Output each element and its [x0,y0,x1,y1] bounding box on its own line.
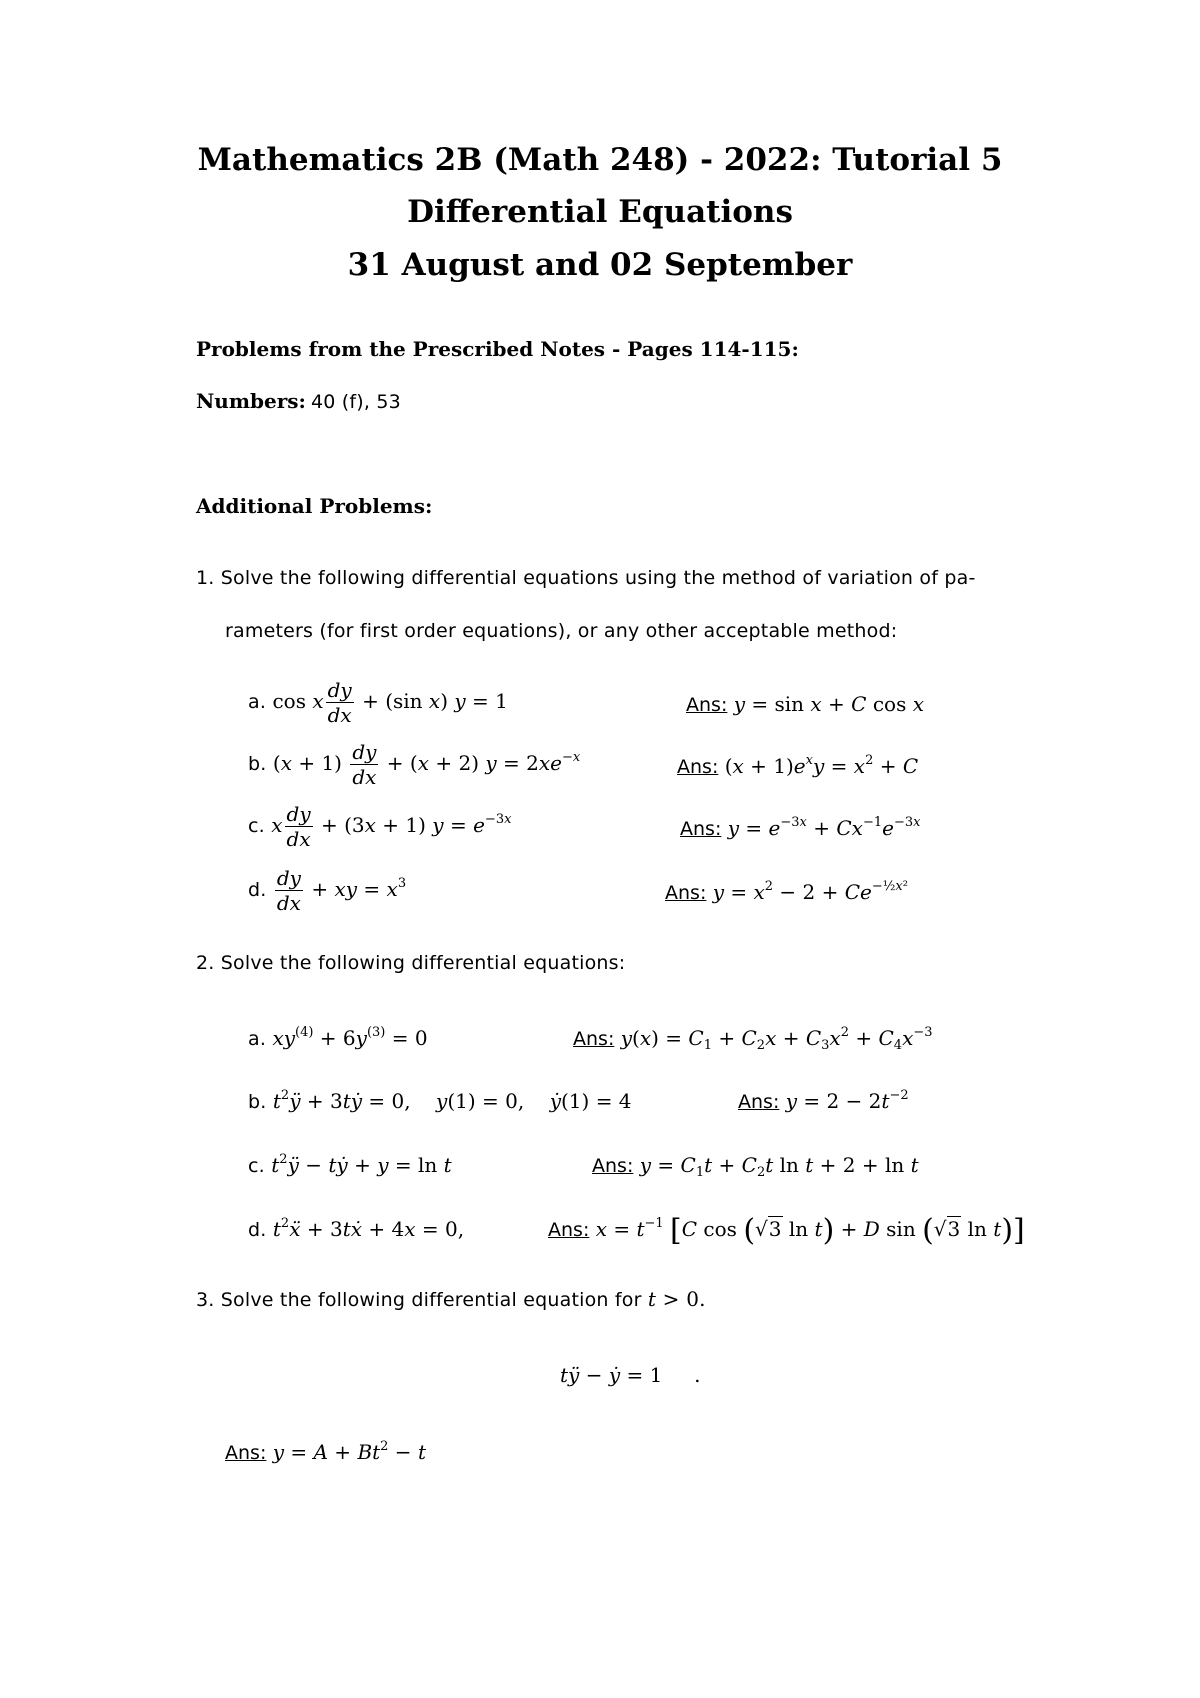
q2b-label: b. [248,1091,267,1113]
q1c-equation: c. x $\frac{dy}{dx}$ + (3x + 1) $y = e^{-3x}$ [248,802,512,851]
q1b-equation: b. (x + 1) $\frac{dy}{dx}$ + (x + 2) $y = 2xe^{-x}$ [248,740,581,789]
q2b-equation: b. $t^2ÿ$ + 3tẏ = 0, y(1) = 0, ẏ(1) = 4 [248,1088,632,1113]
q3-number: 3. [196,1289,215,1311]
q3-equation: tÿ − ẏ = 1 . [560,1363,701,1387]
q2b-ans-label: Ans: [738,1091,780,1113]
q1b-label: b. [248,753,267,775]
q2a-answer: Ans: $y(x) = C_1 + C_2x + C_3x^2 + C_4x^{-3}$ [573,1025,933,1053]
title-line-2: Differential Equations [407,194,793,230]
q1c-ans-label: Ans: [680,818,722,840]
q2c-answer: Ans: $y = C_1t + C_2t$ ln t + 2 + ln t [592,1153,919,1180]
q2d-ans-label: Ans: [548,1219,590,1241]
q2b-answer: Ans: $y = 2 - 2t^{-2}$ [738,1088,909,1113]
q1d-answer: Ans: $y = x^2 - 2 + Ce^{-\frac{1}{2}x^2}$ [665,879,908,904]
numbers-value: 40 (f), 53 [310,391,401,413]
q2a-equation: a. $xy^{(4)} + 6y^{(3)} = 0$ [248,1025,428,1050]
q2d-label: d. [248,1219,267,1241]
q2a-ans-label: Ans: [573,1028,615,1050]
q1a-ans-label: Ans: [686,694,728,716]
q1-number: 1. [196,567,215,589]
q2c-equation: c. $t^2ÿ$ − tẏ + y = ln t [248,1152,452,1177]
q1-text-line-2: rameters (for first order equations), or any other acceptable method: [225,620,898,642]
q1d-label: d. [248,879,267,901]
q2a-label: a. [248,1028,267,1050]
q3-text-line [196,1287,706,1311]
q2-text-line [196,952,625,974]
q2d-answer: Ans: $x = t^{-1}$ [C cos (√3 ln t) + D sin (√3 ln t)] [548,1213,1025,1248]
q3-text: Solve the following differential equation for [220,1289,642,1311]
numbers-label: Numbers: [196,389,306,413]
q1b-answer: Ans: $(x + 1)e^xy = x^2 + C$ [677,753,919,778]
q1a-label: a. [248,691,267,713]
q3-ans-label: Ans: [225,1442,267,1464]
numbers-line [196,389,401,413]
q2c-ans-label: Ans: [592,1155,634,1177]
q2-text: Solve the following differential equations: [220,952,626,974]
q1-text-line-1 [196,567,976,589]
q1a-answer: Ans: y = sin x + C cos x [686,692,924,716]
title-line-1: Mathematics 2B (Math 248) - 2022: Tutorial 5 [197,142,1003,178]
q2d-equation: d. $t^2ẍ$ + 3tẋ + 4x = 0, [248,1216,465,1241]
title-line-3: 31 August and 02 September [347,247,853,283]
q3-answer: Ans: $y = A + Bt^2 - t$ [225,1439,426,1464]
q1c-answer: Ans: $y = e^{-3x} + Cx^{-1}e^{-3x}$ [680,815,921,840]
q1-text: Solve the following differential equations using the method of variation of pa- [220,567,976,589]
q1d-equation: d. $\frac{dy}{dx}$ + xy = $x^3$ [248,866,407,915]
q2-number: 2. [196,952,215,974]
q1b-ans-label: Ans: [677,756,719,778]
q2c-label: c. [248,1155,265,1177]
additional-heading: Additional Problems: [196,494,433,518]
q3-condition: t > 0. [647,1287,706,1311]
q1c-label: c. [248,815,265,837]
prescribed-heading: Problems from the Prescribed Notes - Pages 114-115: [196,337,799,361]
q1d-ans-label: Ans: [665,882,707,904]
q1a-equation: a. cos x $\frac{dy}{dx}$ + (sin x) y = 1 [248,678,508,727]
